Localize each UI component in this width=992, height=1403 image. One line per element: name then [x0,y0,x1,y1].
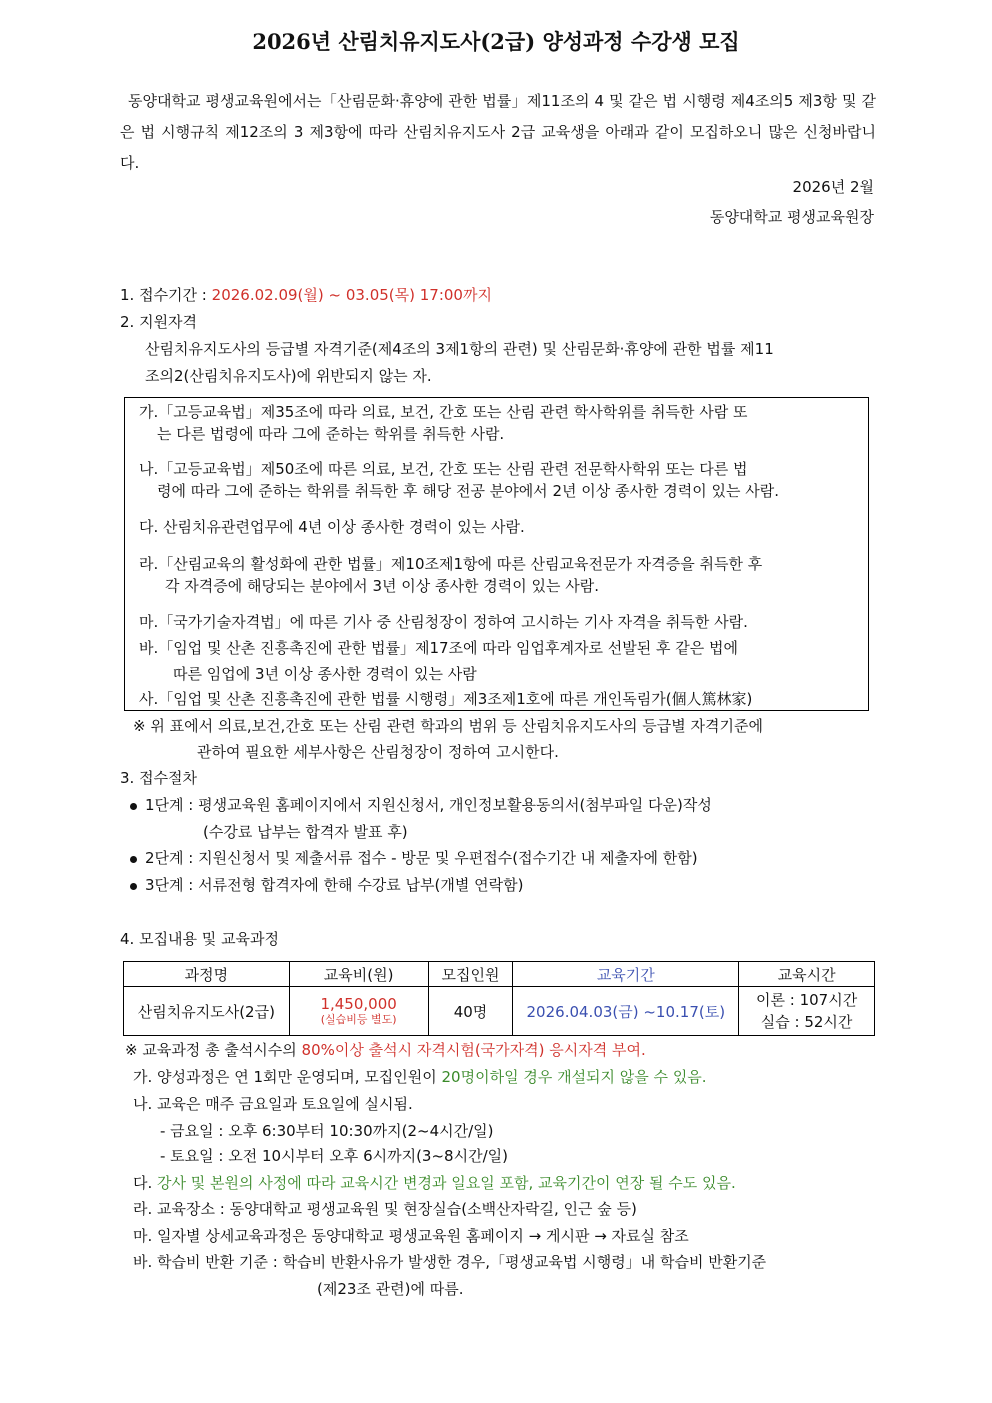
column-header-period: 교육기간 [513,962,739,987]
saturday-schedule: - 토요일 : 오전 10시부터 오후 6시까지(3~8시간/일) [160,1147,508,1165]
procedure-step-1: 1단계 : 평생교육원 홈페이지에서 지원신청서, 개인정보활용동의서(첨부파일 다운)작성 [145,796,712,814]
period-cell: 2026.04.03(금) ~10.17(토) [513,987,739,1036]
fee-note: (실습비등 별도) [320,1013,397,1026]
practice-hours: 실습 : 52시간 [760,1013,853,1031]
bullet-icon [130,883,137,890]
qualification-item-na-line2: 령에 따라 그에 준하는 학위를 취득한 후 해당 전공 분야에서 2년 이상 종사한 경력이 있는 사람. [157,482,779,500]
course-name-cell: 산림치유지도사(2급) [124,987,290,1036]
column-header-count: 모집인원 [428,962,513,987]
section-2-heading: 2. 지원자격 [120,313,198,331]
theory-hours: 이론 : 107시간 [756,991,858,1009]
qualification-item-sa: 사.「임업 및 산촌 진흥촉진에 관한 법률 시행령」제3조제1호에 따른 개인독림가(個人篤林家) [139,690,753,708]
count-cell: 40명 [428,987,513,1036]
fee-amount: 1,450,000 [320,995,397,1013]
qualification-item-ra-line2: 각 자격증에 해당되는 분야에서 3년 이상 종사한 경력이 있는 사람. [165,577,599,595]
qualification-item-ba-line2: 따른 임업에 3년 이상 종사한 경력이 있는 사람 [173,665,477,683]
course-item-ga [133,1067,707,1087]
column-header-course: 과정명 [124,962,290,987]
course-table-header-row [124,962,875,987]
course-item-ga-highlight: 20명이하일 경우 개설되지 않을 수 있음. [441,1068,707,1086]
qualification-item-da: 다. 산림치유관련업무에 4년 이상 종사한 경력이 있는 사람. [139,518,525,536]
fee-cell [289,987,428,1036]
course-item-da [133,1173,736,1193]
course-item-ba-line2: (제23조 관련)에 따름. [317,1280,464,1298]
course-item-ga-prefix: 가. 양성과정은 연 1회만 운영되며, 모집인원이 [133,1068,442,1086]
bullet-icon [130,856,137,863]
attendance-note-prefix: ※ 교육과정 총 출석시수의 [125,1041,302,1059]
qualification-item-ma: 마.「국가기술자격법」에 따른 기사 중 산림청장이 정하여 고시하는 기사 자격을 취득한 사람. [139,613,748,631]
section-1-label: 1. 접수기간 : [120,286,207,304]
hours-cell [739,987,875,1036]
column-header-hours: 교육시간 [739,962,875,987]
page-title: 2026년 산림치유지도사(2급) 양성과정 수강생 모집 [252,29,740,54]
application-period-value: 2026.02.09(월) ~ 03.05(목) 17:00까지 [211,286,492,304]
procedure-step-2: 2단계 : 지원신청서 및 제출서류 접수 - 방문 및 우편접수(접수기간 내 제출자에 한함) [145,849,698,867]
qualification-item-ga-line1: 가.「고등교육법」제35조에 따라 의료, 보건, 간호 또는 산림 관련 학사학위를 취득한 사람 또 [139,403,748,421]
friday-schedule: - 금요일 : 오후 6:30부터 10:30까지(2~4시간/일) [160,1122,494,1140]
section-1-application-period [120,285,492,305]
qualification-note-line2: 관하여 필요한 세부사항은 산림청장이 정하여 고시한다. [197,743,559,761]
notice-signer: 동양대학교 평생교육원장 [709,208,874,226]
procedure-step-3: 3단계 : 서류전형 합격자에 한해 수강료 납부(개별 연락함) [145,876,524,894]
section-3-heading: 3. 접수절차 [120,769,198,787]
qualification-desc-1: 산림치유지도사의 등급별 자격기준(제4조의 3제1항의 관련) 및 산림문화·휴양에 관한 법률 제11 [145,340,774,358]
course-item-ra: 라. 교육장소 : 동양대학교 평생교육원 및 현장실습(소백산자락길, 인근 숲 등) [133,1200,637,1218]
attendance-note-highlight: 80%이상 출석시 자격시험(국가자격) 응시자격 부여. [301,1041,646,1059]
course-item-ba-line1: 바. 학습비 반환 기준 : 학습비 반환사유가 발생한 경우,「평생교육법 시행령」내 학습비 반환기준 [133,1253,767,1271]
course-item-da-highlight: 강사 및 본원의 사정에 따라 교육시간 변경과 일요일 포함, 교육기간이 연장 될 수도 있음. [157,1174,736,1192]
qualification-item-ga-line2: 는 다른 법령에 따라 그에 준하는 학위를 취득한 사람. [157,425,505,443]
section-4-heading: 4. 모집내용 및 교육과정 [120,930,280,948]
column-header-fee: 교육비(원) [289,962,428,987]
course-table [123,961,875,1036]
intro-paragraph: 동양대학교 평생교육원에서는「산림문화·휴양에 관한 법률」제11조의 4 및 같은 법 시행령 제4조의5 제3항 및 같은 법 시행규칙 제12조의 3 제3항에 따라 산림치유지도사 2급 교육생을 아래과 같이 모집하오니 많은 신청바랍니다. [120,92,876,172]
qualification-box [124,397,869,711]
course-item-da-prefix: 다. [133,1174,158,1192]
qualification-desc-2: 조의2(산림치유지도사)에 위반되지 않는 자. [145,367,432,385]
attendance-note [125,1040,646,1060]
qualification-item-ra-line1: 라.「산림교육의 활성화에 관한 법률」제10조제1항에 따른 산림교육전문가 자격증을 취득한 후 [139,555,763,573]
procedure-step-1-note: (수강료 납부는 합격자 발표 후) [203,823,408,841]
table-row [124,987,875,1036]
notice-date: 2026년 2월 [792,178,874,196]
qualification-item-na-line1: 나.「고등교육법」제50조에 따른 의료, 보건, 간호 또는 산림 관련 전문학사학위 또는 다른 법 [139,460,748,478]
bullet-icon [130,803,137,810]
course-item-ma: 마. 일자별 상세교육과정은 동양대학교 평생교육원 홈페이지 → 게시판 → 자료실 참조 [133,1227,689,1245]
qualification-item-ba-line1: 바.「임업 및 산촌 진흥촉진에 관한 법률」제17조에 따라 임업후계자로 선발된 후 같은 법에 [139,639,738,657]
qualification-note-line1: ※ 위 표에서 의료,보건,간호 또는 산림 관련 학과의 범위 등 산림치유지도사의 등급별 자격기준에 [133,717,763,735]
course-item-na: 나. 교육은 매주 금요일과 토요일에 실시됨. [133,1095,413,1113]
